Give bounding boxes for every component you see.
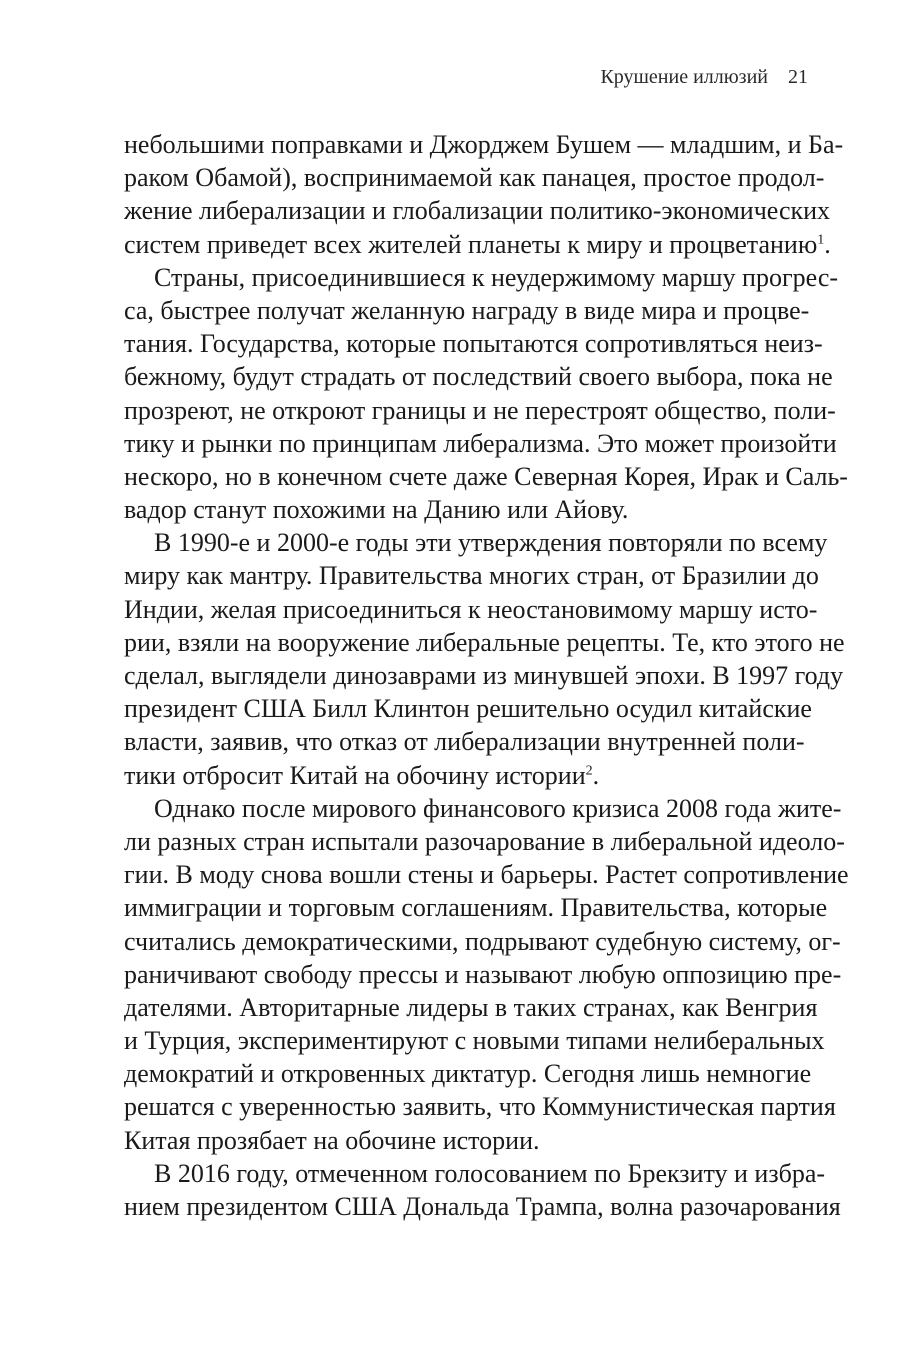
text-line-content: прозреют, не откроют границы и не перестроят общество, поли- [124,395,836,425]
text-line-content: раничивают свободу прессы и называют любую оппозицию пре- [124,959,842,989]
text-line-content: демократий и откровенных диктатур. Сегодня лишь немногие [124,1059,812,1089]
text-line [124,925,841,958]
text-line-content: В 2016 году, отмеченном голосованием по Брекзиту и избра- [154,1158,826,1188]
body-text [124,128,849,1223]
text-line-content: небольшими поправками и Джорджем Бушем — младшим, и Ба- [124,130,844,159]
text-line [124,493,804,526]
text-line [124,958,842,991]
text-line-content: са, быстрее получат желанную награду в виде мира и процве- [124,295,810,325]
text-line-content: иммиграции и торговым соглашениям. Правительства, которые [124,893,828,923]
text-line-content: власти, заявив, что отказ от либерализации внутренней поли- [124,727,805,757]
text-line-content: бежному, будут страдать от последствий своего выбора, пока не [124,362,833,392]
text-line [124,1024,825,1057]
text-line-content: жение либерализации и глобализации политико-экономических [124,196,831,226]
text-line-content: Страны, присоединившиеся к неудержимому маршу прогрес- [154,262,839,292]
text-line [124,526,828,559]
text-line [124,1157,826,1190]
text-line-content: В 1990-е и 2000-е годы эти утверждения повторяли по всему [154,528,828,558]
text-line [124,991,818,1024]
text-line-tail: . [824,229,831,259]
text-line [124,825,845,858]
text-line [124,1057,812,1090]
text-line [124,759,804,792]
text-line-content: миру как мантру. Правительства многих стран, от Бразилии до [124,561,819,591]
text-line-content: тики отбросит Китай на обочину истории [124,760,586,790]
text-line [124,725,804,758]
text-line [124,659,844,692]
text-line [124,128,844,161]
text-line [124,858,849,891]
text-line-content: дателями. Авторитарные лидеры в таких странах, как Венгрия [124,992,818,1022]
text-line-content: ли разных стран испытали разочарование в либеральной идеоло- [124,826,845,856]
text-line [124,161,825,194]
text-line-content: Индии, желая присоединиться к неостановимому маршу исто- [124,594,818,624]
text-line [124,194,831,227]
text-line [124,593,818,626]
text-line [124,228,831,261]
text-line-content: считались демократическими, подрывают судебную систему, ог- [124,926,841,956]
text-line-content: раком Обамой), воспринимаемой как панацея, простое продол- [124,163,825,193]
text-line-content: Китая прозябает на обочине истории. [124,1125,540,1155]
text-line [124,294,810,327]
text-line-content: нескоро, но в конечном счете даже Северная Корея, Ирак и Саль- [124,461,848,491]
text-line [124,1124,804,1157]
running-head [600,66,808,96]
text-line-content: вадор станут похожими на Данию или Айову. [124,495,629,525]
page-number: 21 [788,66,808,88]
text-line [124,360,833,393]
text-line [124,427,837,460]
text-line-content: президент США Билл Клинтон решительно осудил китайские [124,694,812,724]
text-line-content: и Турция, экспериментируют с новыми типами нелиберальных [124,1026,825,1056]
text-line [124,327,823,360]
text-line [124,692,812,725]
footnote-marker: 2 [585,762,593,778]
text-line [124,792,842,825]
text-line [124,626,845,659]
text-line [124,261,839,294]
text-line-content: нием президентом США Дональда Трампа, волна разочарования [124,1192,841,1221]
text-line-tail: . [592,760,600,790]
text-line [124,460,848,493]
text-line [124,394,836,427]
chapter-title: Крушение иллюзий [600,66,768,88]
text-line [124,891,828,924]
text-line-content: гии. В моду снова вошли стены и барьеры. Растет сопротивление [124,860,849,890]
text-line-content: систем приведет всех жителей планеты к миру и процветанию [124,229,818,259]
text-line-content: решатся с уверенностью заявить, что Коммунистическая партия [124,1092,836,1122]
text-line-content: сделал, выглядели динозаврами из минувшей эпохи. В 1997 году [124,661,844,690]
text-line-content: тику и рынки по принципам либерализма. Это может произойти [124,428,837,458]
text-line-content: Однако после мирового финансового кризиса 2008 года жите- [154,793,842,823]
text-line [124,1090,836,1123]
text-line [124,1190,841,1223]
text-line-content: тания. Государства, которые попытаются сопротивляться неиз- [124,329,823,359]
footnote-marker: 1 [817,231,825,247]
text-line [124,559,819,592]
text-line-content: рии, взяли на вооружение либеральные рецепты. Те, кто этого не [124,627,845,657]
